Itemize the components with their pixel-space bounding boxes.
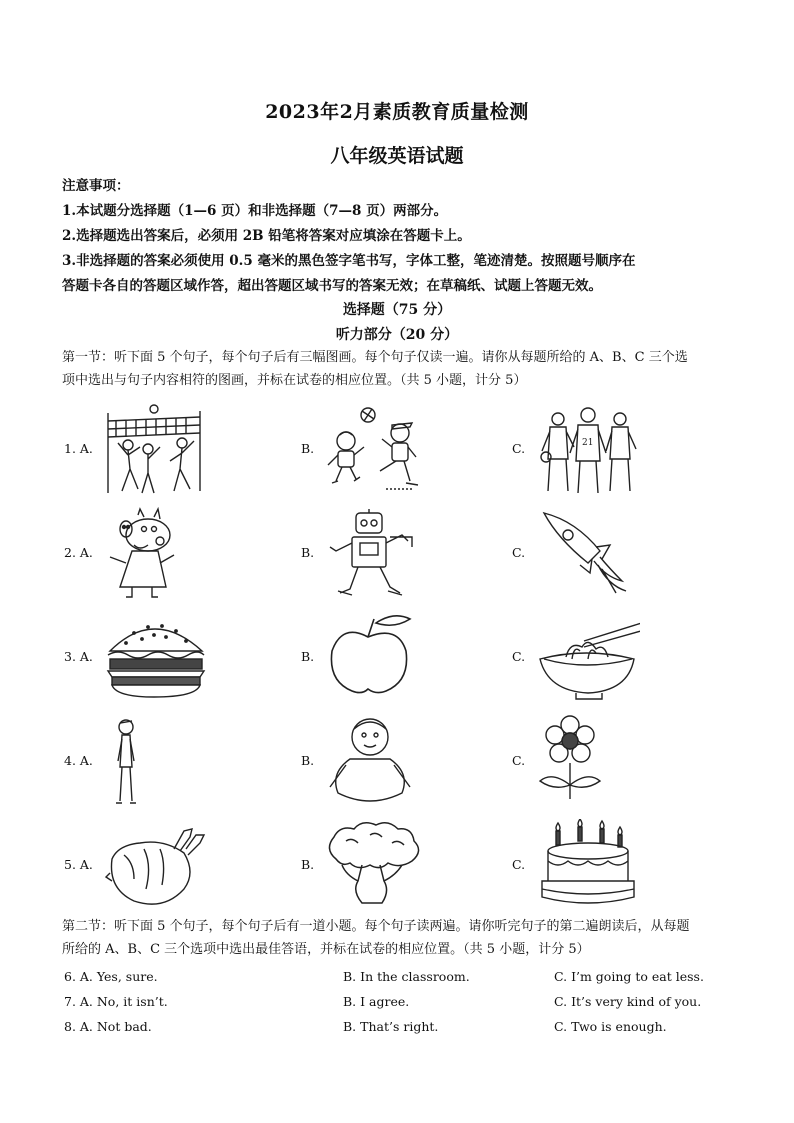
option-label: 2. A. (64, 545, 93, 560)
option-label: 4. A. (64, 753, 93, 768)
option-a[interactable]: 7. A. No, it isn’t. (64, 994, 168, 1009)
option-label: C. (512, 753, 526, 768)
hamburger-picture[interactable] (104, 611, 208, 705)
option-label: B. (301, 441, 315, 456)
instruction-line: 所给的 A、B、C 三个选项中选出最佳答语，并标在试卷的相应位置。（共 5 小题，计分 5） (62, 942, 590, 957)
picture-question-1 (0, 403, 794, 499)
apple-picture[interactable] (322, 611, 426, 705)
notes-heading: 注意事项： (62, 178, 130, 194)
instruction-line: 第二节：听下面 5 个句子，每个句子后有一道小题。每个句子读两遍。请你听完句子的第二遍朗读后，从每题 (62, 919, 690, 934)
exam-subtitle: 八年级英语试题 (330, 145, 464, 167)
volleyball-players-picture[interactable] (104, 403, 208, 497)
option-label: B. (301, 545, 315, 560)
option-label: 5. A. (64, 857, 93, 872)
birthday-cake-picture[interactable] (536, 819, 640, 913)
part2-instructions (62, 915, 742, 961)
picture-question-5 (0, 819, 794, 915)
note-item: 2.选择题选出答案后，必须用 2B 铅笔将答案对应填涂在答题卡上。 (62, 228, 471, 244)
picture-question-4 (0, 715, 794, 811)
option-label: C. (512, 545, 526, 560)
option-label: 1. A. (64, 441, 93, 456)
option-b[interactable]: B. I agree. (343, 994, 410, 1009)
noodles-bowl-picture[interactable] (536, 611, 640, 705)
note-item: 答题卡各自的答题区域作答，超出答题区域书写的答案无效；在草稿纸、试题上答题无效。 (62, 278, 602, 294)
note-item: 3.非选择题的答案必须使用 0.5 毫米的黑色签字笔书写，字体工整，笔迹清楚。按照题号顺序在 (62, 253, 636, 269)
broccoli-picture[interactable] (322, 819, 426, 913)
instruction-line: 项中选出与句子内容相符的图画，并标在试卷的相应位置。（共 5 小题，计分 5） (62, 373, 527, 388)
option-a[interactable]: 6. A. Yes, sure. (64, 969, 158, 984)
notes-block (62, 174, 742, 299)
option-b[interactable]: B. That’s right. (343, 1019, 439, 1034)
note-item: 1.本试题分选择题（1—6 页）和非选择题（7—8 页）两部分。 (62, 203, 448, 219)
instruction-line: 第一节：听下面 5 个句子，每个句子后有三幅图画。每个句子仅读一遍。请你从每题所给的 A、B、C 三个选 (62, 350, 688, 365)
option-label: C. (512, 441, 526, 456)
thin-boy-picture[interactable] (104, 715, 208, 809)
peppa-pig-picture[interactable] (104, 507, 208, 601)
option-label: C. (512, 857, 526, 872)
picture-question-3 (0, 611, 794, 707)
fat-boy-picture[interactable] (322, 715, 426, 809)
section-title: 选择题（75 分） (342, 302, 452, 318)
rocket-picture[interactable] (536, 507, 640, 601)
option-c[interactable]: C. Two is enough. (554, 1019, 667, 1034)
picture-question-2 (0, 507, 794, 603)
option-label: C. (512, 649, 526, 664)
option-b[interactable]: B. In the classroom. (343, 969, 470, 984)
part1-instructions (62, 346, 742, 392)
option-c[interactable]: C. I’m going to eat less. (554, 969, 704, 984)
basketball-players-picture[interactable] (536, 403, 640, 497)
option-a[interactable]: 8. A. Not bad. (64, 1019, 152, 1034)
option-label: B. (301, 753, 315, 768)
option-label: 3. A. (64, 649, 93, 664)
svg-text:21: 21 (582, 438, 594, 448)
exam-title: 2023年2月素质教育质量检测 (265, 101, 529, 123)
kids-playing-football-picture[interactable] (322, 403, 426, 497)
option-label: B. (301, 857, 315, 872)
option-c[interactable]: C. It’s very kind of you. (554, 994, 702, 1009)
flower-picture[interactable] (536, 715, 640, 809)
robot-picture[interactable] (322, 507, 426, 601)
option-label: B. (301, 649, 315, 664)
listening-title: 听力部分（20 分） (335, 327, 459, 343)
roast-chicken-picture[interactable] (104, 819, 208, 913)
